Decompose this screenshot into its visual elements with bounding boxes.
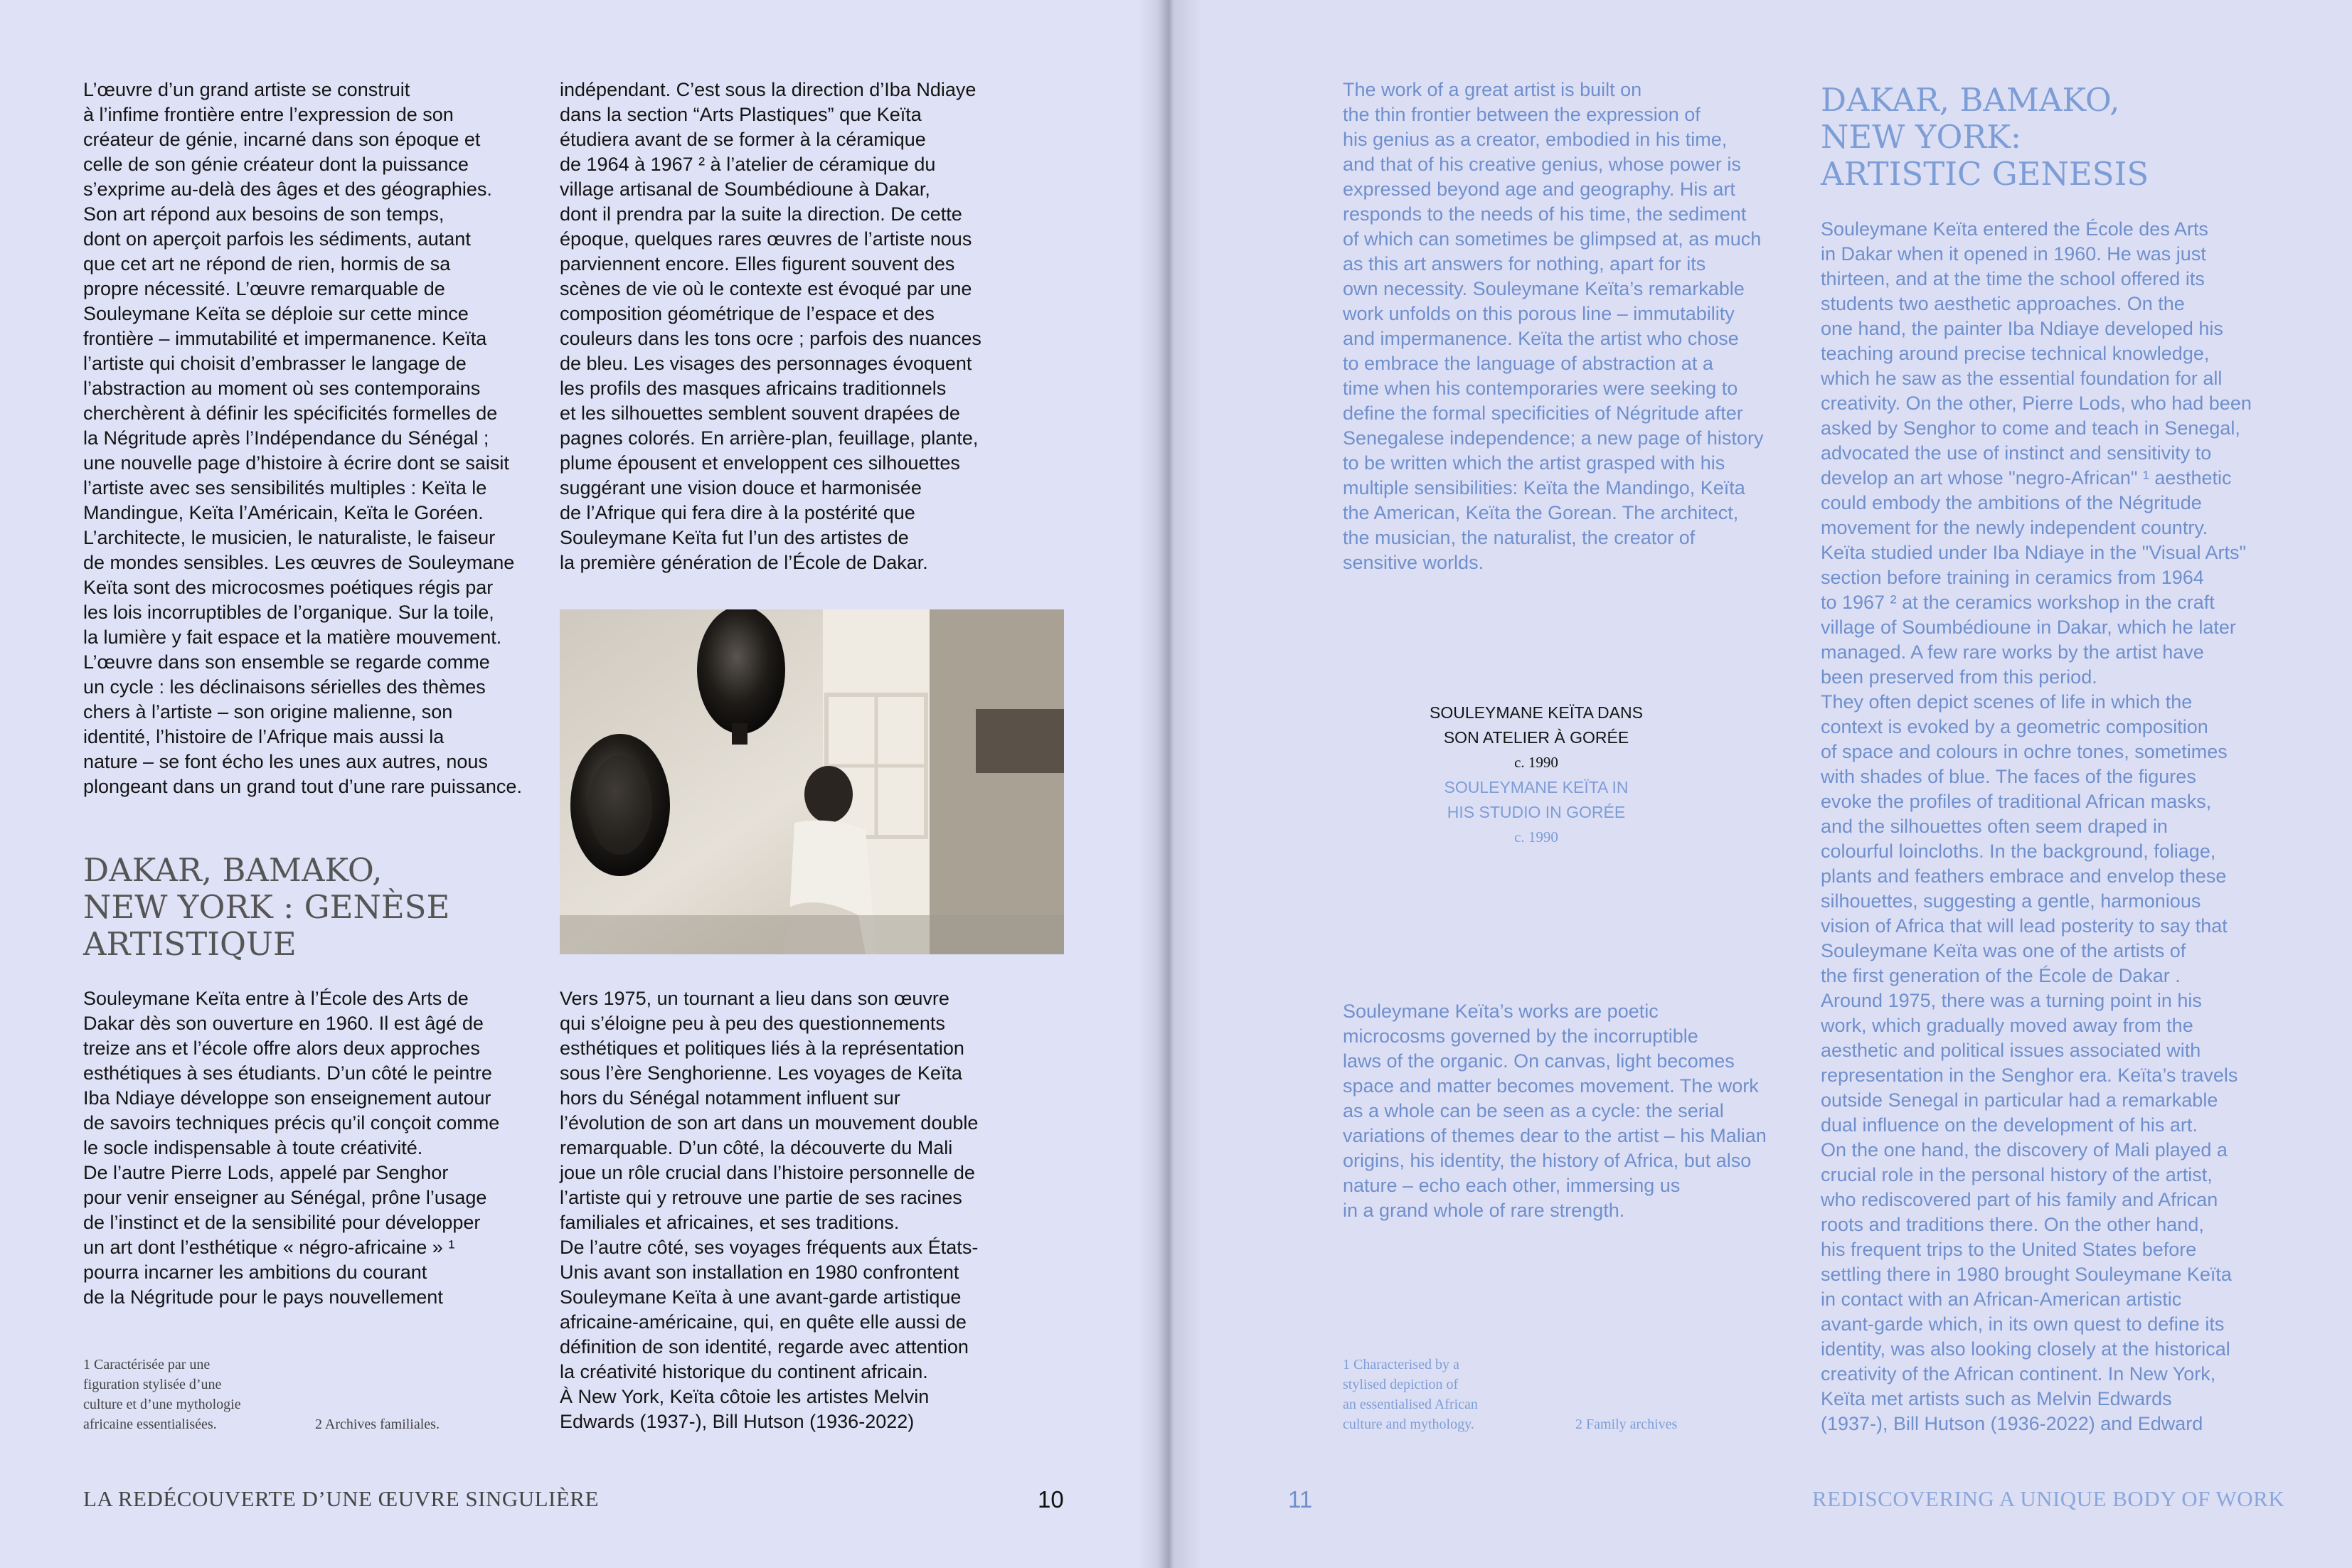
microcosms-text-en: Souleymane Keïta’s works are poetic microcosms governed by the incorruptible laws of the organic. On canvas, light becomes space and matter becomes movement. The work as a whole can be seen as a cycle: the serial variations of themes dear to the artist – his Malian origins, his identity, the history of Africa, but also nature – echo each other, immersing us in a grand whole of rare strength.	[1343, 1001, 1767, 1221]
running-title-left: LA REDÉCOUVERTE D’UNE ŒUVRE SINGULIÈRE	[83, 1486, 599, 1511]
studio-photo-image	[560, 609, 1064, 954]
book-gutter	[1138, 0, 1202, 1568]
footnote-2-fr: 2 Archives familiales.	[315, 1417, 440, 1432]
caption-en: SOULEYMANE KEÏTA IN HIS STUDIO IN GORÉE	[1444, 778, 1629, 821]
footnote-1-fr: 1 Caractérisée par une figuration stylisée d’une culture et d’une mythologie africaine essentialisées.	[83, 1357, 241, 1432]
page-number-right: 11	[1288, 1486, 1313, 1513]
right-page	[1169, 0, 2352, 1568]
left-page	[0, 0, 1169, 1568]
page-number-left: 10	[1038, 1486, 1064, 1513]
intro-text-en: The work of a great artist is built on the thin frontier between the expression of his genius as a creator, embodied in his time, and that of his creative genius, whose power is expressed beyond age and geography. His art responds to the needs of his time, the sediment of which can sometimes be glimpsed at, as much as this art answers for nothing, apart for its own necessity. Souleymane Keïta’s remarkable work unfolds on this porous line – immutability and impermanence. Keïta the artist who chose to embrace the language of abstraction at a time when his contemporaries were seeking to define the formal specificities of Négritude after Senegalese independence; a new page of history to be written which the artist grasped with his multiple sensibilities: Keïta the Mandingo, Keïta the American, Keïta the Gorean. The architect, the musician, the naturalist, the creator of sensitive worlds.	[1343, 79, 1764, 573]
tournant-text-fr: Vers 1975, un tournant a lieu dans son œuvre qui s’éloigne peu à peu des questionnements esthétiques et politiques liés à la représentation sous l’ère Senghorienne. Les voyages de Keïta hors du Sénégal notamment influent sur l’évolution de son art dans un mouvement double remarquable. D’un côté, la découverte du Mali joue un rôle crucial dans l’histoire personnelle de l’artiste qui y retrouve une partie de ses racines familiales et africaines, et ses traditions. De l’autre côté, ses voyages fréquents aux États- Unis avant son installation en 1980 confrontent Souleymane Keïta à une avant-garde artistique africaine-américaine, qui, en quête elle aussi de définition de son identité, regarde avec attention la créativité historique du continent africain. À New York, Keïta côtoie les artistes Melvin Edwards (1937-), Bill Hutson (1936-2022)	[560, 988, 979, 1432]
footnote-2-en: 2 Family archives	[1575, 1417, 1678, 1432]
genesis-text-en: Souleymane Keïta entered the École des Arts in Dakar when it opened in 1960. He was just thirteen, and at the time the school offered its students two aesthetic approaches. On the one hand, the painter Iba Ndiaye developed his teaching around precise technical knowledge, which he saw as the essential foundation for all creativity. On the other, Pierre Lods, who had been asked by Senghor to come and teach in Senegal, advocated the use of instinct and sensitivity to develop an art whose "negro-African" ¹ aesthetic could embody the ambitions of the Négritude movement for the newly independent country. Keïta studied under Iba Ndiaye in the "Visual Arts" section before training in ceramics from 1964 to 1967 ² at the ceramics workshop in the craft village of Soumbédioune in Dakar, which he later managed. A few rare works by the artist have been preserved from this period. They often depict scenes of life in which the context is evoked by a geometric composition of space and colours in ochre tones, sometimes with shades of blue. The faces of the figures evoke the profiles of traditional African masks, and the silhouettes often seem draped in colourful loincloths. In the background, foliage, plants and feathers embrace and envelop these silhouettes, suggesting a gentle, harmonious vision of Africa that will lead posterity to say that Souleymane Keïta was one of the artists of the first generation of the École de Dakar . Around 1975, there was a turning point in his work, which gradually moved away from the aesthetic and political issues associated with representation in the Senghor era. Keïta’s travels outside Senegal in particular had a remarkable dual influence on the development of his art. On the one hand, the discovery of Mali played a crucial role in the personal history of the artist, who rediscovered part of his family and African roots and traditions there. On the other hand, his frequent trips to the United States before settling there in 1980 brought Souleymane Keïta in contact with an African-American artistic avant-garde which, in its own quest to define its identity, was also looking closely at the historical creativity of the African continent. In New York, Keïta met artists such as Melvin Edwards (1937-), Bill Hutson (1936-2022) and Edward	[1821, 218, 2252, 1434]
running-title-right: REDISCOVERING A UNIQUE BODY OF WORK	[1812, 1486, 2285, 1511]
footnote-1-en: 1 Characterised by a stylised depiction of an essentialised African culture and mythology.	[1343, 1357, 1478, 1432]
caption-date-fr: c. 1990	[1514, 754, 1558, 771]
genese-text-fr: Souleymane Keïta entre à l’École des Arts de Dakar dès son ouverture en 1960. Il est âgé de treize ans et l’école offre alors deux approches esthétiques à ses étudiants. D’un côté le peintre Iba Ndiaye développe son enseignement autour de savoirs techniques précis qu’il conçoit comme le socle indispensable à toute créativité. De l’autre Pierre Lods, appelé par Senghor pour venir enseigner au Sénégal, prône l’usage de l’instinct et de la sensibilité pour développer un art dont l’esthétique « négro-africaine » ¹ pourra incarner les ambitions du courant de la Négritude pour le pays nouvellement	[83, 988, 500, 1308]
continued-text-fr: indépendant. C’est sous la direction d’Iba Ndiaye dans la section “Arts Plastiques” que Keïta étudiera avant de se former à la céramique de 1964 à 1967 ² à l’atelier de céramique du village artisanal de Soumbédioune à Dakar, dont il prendra par la suite la direction. De cette époque, quelques rares œuvres de l’artiste nous parviennent encore. Elles figurent souvent des scènes de vie où le contexte est évoqué par une composition géométrique de l’espace et des couleurs dans les tons ocre ; parfois des nuances de bleu. Les visages des personnages évoquent les profils des masques africains traditionnels et les silhouettes semblent souvent drapées de pagnes colorés. En arrière-plan, feuillage, plante, plume épousent et enveloppent ces silhouettes suggérant une vision douce et harmonisée de l’Afrique qui fera dire à la postérité que Souleymane Keïta fut l’un des artistes de la première génération de l’École de Dakar.	[560, 79, 981, 573]
photo-caption	[1398, 700, 1675, 850]
studio-photo	[560, 609, 1064, 954]
caption-date-en: c. 1990	[1514, 828, 1558, 846]
caption-fr: SOULEYMANE KEÏTA DANS SON ATELIER À GORÉE	[1430, 703, 1643, 747]
intro-text-fr: L’œuvre d’un grand artiste se construit à l’infime frontière entre l’expression de son créateur de génie, incarné dans son époque et celle de son génie créateur dont la puissance s’exprime au-delà des âges et des géographies. Son art répond aux besoins de son temps, dont on aperçoit parfois les sédiments, autant que cet art ne répond de rien, hormis de sa propre nécessité. L’œuvre remarquable de Souleymane Keïta se déploie sur cette mince frontière – immutabilité et impermanence. Keïta l’artiste qui choisit d’embrasser le langage de l’abstraction au moment où ses contemporains cherchèrent à définir les spécificités formelles de la Négritude après l’Indépendance du Sénégal ; une nouvelle page d’histoire à écrire dont se saisit l’artiste avec ses sensibilités multiples : Keïta le Mandingue, Keïta l’Américain, Keïta le Goréen. L’architecte, le musicien, le naturaliste, le faiseur de mondes sensibles. Les œuvres de Souleymane Keïta sont des microcosmes poétiques régis par les lois incorruptibles de l’organique. Sur la toile, la lumière y fait espace et la matière mouvement. L’œuvre dans son ensemble se regarde comme un cycle : les déclinaisons sérielles des thèmes chers à l’artiste – son origine malienne, son identité, l’histoire de l’Afrique mais aussi la nature – se font écho les unes aux autres, nous plongeant dans un grand tout d’une rare puissance.	[83, 79, 522, 797]
section-heading-fr: DAKAR, BAMAKO, NEW YORK : GENÈSE ARTISTIQUE	[83, 851, 450, 963]
section-heading-en: DAKAR, BAMAKO, NEW YORK: ARTISTIC GENESIS	[1821, 81, 2149, 193]
